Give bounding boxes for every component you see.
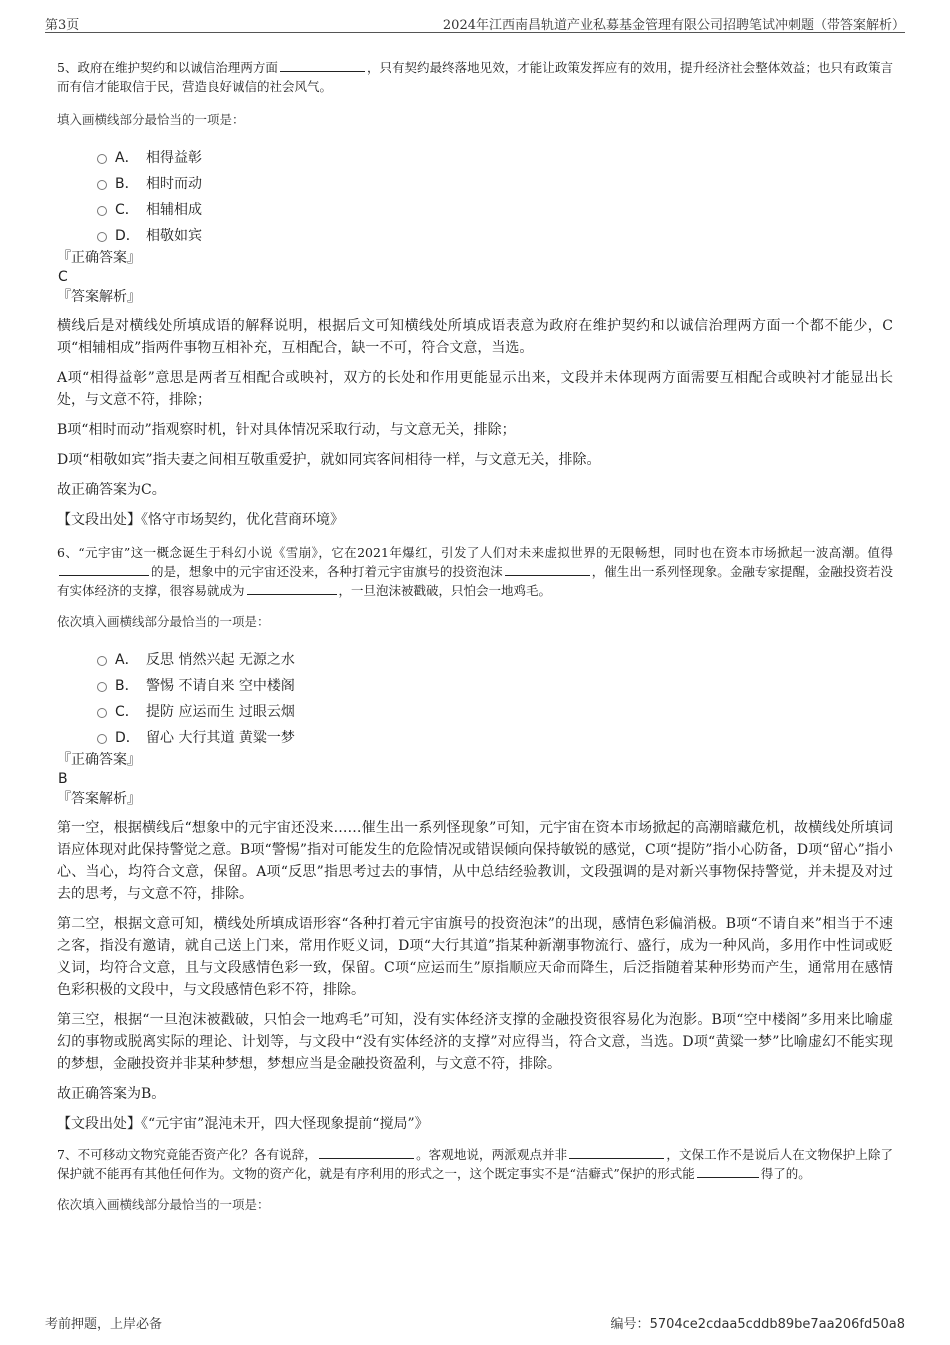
radio-icon[interactable] [97,734,107,744]
radio-icon[interactable] [97,154,107,164]
blank-line [247,582,337,595]
analysis-paragraph: 横线后是对横线处所填成语的解释说明，根据后文可知横线处所填成语表意为政府在维护契约和以诚信治理两方面一个都不能少，C项“相辅相成”指两件事物互相补充，互相配合，缺一不可，符合文意，当选。 [57,318,893,356]
question-6-options [57,646,893,750]
page-number: 第3页 [45,18,80,33]
radio-icon[interactable] [97,682,107,692]
option-a[interactable]: A． 相得益彰 [57,144,893,170]
footer-slogan: 考前押题，上岸必备 [45,1317,163,1332]
blank-line [569,1146,664,1159]
radio-icon[interactable] [97,708,107,718]
blank-line [59,563,149,576]
correct-answer: B [58,771,68,787]
analysis-paragraph: D项“相敬如宾”指夫妻之间相互敬重爱护，就如同宾客间相待一样，与文意无关，排除。 [57,452,601,468]
analysis-paragraph: A项“相得益彰”意思是两者互相配合或映衬，双方的长处和作用更能显示出来，文段并未体现两方面需要互相配合或映衬才能显出长处，与文意不符，排除； [57,370,893,408]
question-6-stem: 6、“元宇宙”这一概念诞生于科幻小说《雪崩》，它在2021年爆红，引发了人们对未来虚拟世界的无限畅想，同时也在资本市场掀起一波高潮。值得的是，想象中的元宇宙还没来，各种打着元宇宙旗号的投资泡沫 ，催生出一系列怪现象。金融专家提醒，金融投资若没有实体经济的支撑，很容易就成为 ，一旦泡沫被戳破，只怕会一地鸡毛。 [57,545,893,598]
document-code: 编号：5704ce2cdaa5cddb89be7aa206fd50a8 [610,1317,905,1332]
analysis-label: 『答案解析』 [57,791,141,807]
analysis-paragraph: 故正确答案为B。 [57,1086,166,1102]
analysis-paragraph: 第二空，根据文意可知，横线处所填成语形容“各种打着元宇宙旗号的投资泡沫”的出现，感情色彩偏消极。B项“不请自来”相当于不速之客，指没有邀请，就自己送上门来，常用作贬义词，D项“大行其道”指某种新潮事物流行、盛行，成为一种风尚，多用作中性词或贬义词，均符合文意，且与文段感情色彩一致，保留。C项“应运而生”原指顺应天命而降生，后泛指随着某种形势而产生，通常用在感情色彩积极的文段中，与文段感情色彩不符，排除。 [57,916,893,998]
question-5-options [57,144,893,248]
option-b[interactable]: B． 相时而动 [57,170,893,196]
option-c[interactable]: C． 相辅相成 [57,196,893,222]
question-7-prompt: 依次填入画横线部分最恰当的一项是： [57,1197,270,1212]
blank-line [697,1165,759,1178]
option-d[interactable]: D． 留心 大行其道 黄粱一梦 [57,724,893,750]
analysis-paragraph: 故正确答案为C。 [57,482,166,498]
question-5-prompt: 填入画横线部分最恰当的一项是： [57,112,245,127]
source-citation: 【文段出处】《恪守市场契约，优化营商环境》 [57,512,344,528]
source-citation: 【文段出处】《“元宇宙”混沌未开，四大怪现象提前“搅局”》 [57,1116,429,1132]
radio-icon[interactable] [97,656,107,666]
option-a[interactable]: A． 反思 悄然兴起 无源之水 [57,646,893,672]
page-footer [45,1313,905,1333]
option-d[interactable]: D． 相敬如宾 [57,222,893,248]
blank-line [505,563,590,576]
radio-icon[interactable] [97,180,107,190]
correct-answer: C [58,269,68,285]
correct-answer-label: 『正确答案』 [57,250,141,266]
question-5-stem: 5、政府在维护契约和以诚信治理两方面 ，只有契约最终落地见效，才能让政策发挥应有的效用，提升经济社会整体效益；也只有政策言而有信才能取信于民，营造良好诚信的社会风气。 [57,60,893,94]
analysis-paragraph: 第一空，根据横线后“想象中的元宇宙还没来……催生出一系列怪现象”可知，元宇宙在资本市场掀起的高潮暗藏危机，故横线处所填词语应体现对此保持警觉之意。B项“警惕”指对可能发生的危险情况或错误倾向保持敏锐的感觉，C项“提防”指小心防备，D项“留心”指小心、当心，均符合文意，保留。A项“反思”指思考过去的事情，从中总结经验教训，文段强调的是对新兴事物保持警觉，并未提及对过去的思考，与文意不符，排除。 [57,820,893,902]
page-header [45,14,905,33]
blank-line [280,59,365,72]
question-6-prompt: 依次填入画横线部分最恰当的一项是： [57,614,270,629]
main-content [57,58,893,1214]
document-title: 2024年江西南昌轨道产业私募基金管理有限公司招聘笔试冲刺题（带答案解析） [442,18,905,33]
correct-answer-label: 『正确答案』 [57,752,141,768]
radio-icon[interactable] [97,206,107,216]
blank-line [319,1146,414,1159]
radio-icon[interactable] [97,232,107,242]
analysis-paragraph: 第三空，根据“一旦泡沫被戳破，只怕会一地鸡毛”可知，没有实体经济支撑的金融投资很容易化为泡影。B项“空中楼阁”多用来比喻虚幻的事物或脱离实际的理论、计划等，与文段中“没有实体经济的支撑”对应得当，符合文意，当选。D项“黄粱一梦”比喻虚幻不能实现的梦想，金融投资并非某种梦想，梦想应当是金融投资盈利，与文意不符，排除。 [57,1012,893,1072]
option-b[interactable]: B． 警惕 不请自来 空中楼阁 [57,672,893,698]
analysis-label: 『答案解析』 [57,289,141,305]
question-7-stem: 7、不可移动文物究竟能否资产化？各有说辞， 。客观地说，两派观点并非 ，文保工作不是说后人在文物保护上除了保护就不能再有其他任何作为。文物的资产化，就是有序利用的形式之一，这个既定事实不是“洁癖式”保护的形式能 得了的。 [57,1147,893,1181]
option-c[interactable]: C． 提防 应运而生 过眼云烟 [57,698,893,724]
analysis-paragraph: B项“相时而动”指观察时机，针对具体情况采取行动，与文意无关，排除； [57,422,516,438]
